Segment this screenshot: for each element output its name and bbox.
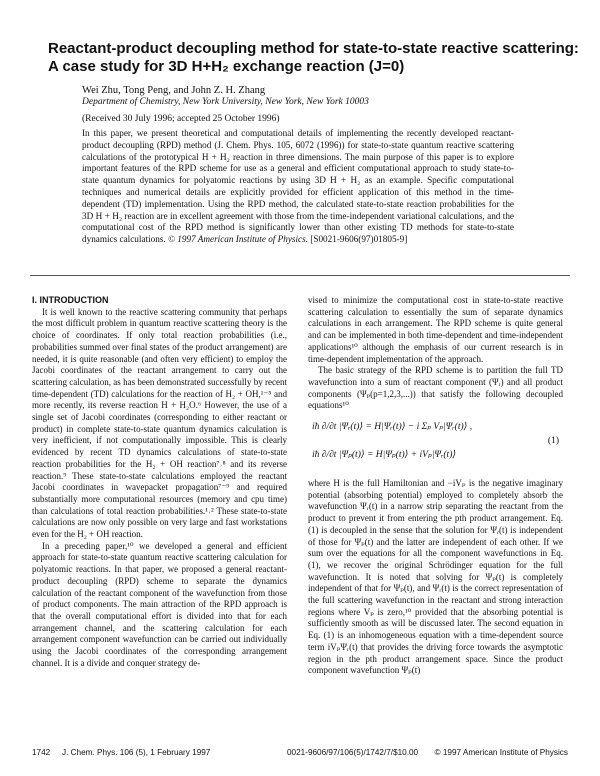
section-heading: I. INTRODUCTION xyxy=(32,295,109,305)
equation-1 xyxy=(308,416,563,472)
equation-number: (1) xyxy=(547,436,559,447)
abstract-copyright: © 1997 American Institute of Physics. xyxy=(167,234,308,245)
abstract-code: [S0021-9606(97)01805-9] xyxy=(310,234,408,245)
abstract xyxy=(82,128,514,246)
paper-title xyxy=(48,40,579,76)
received-dates: (Received 30 July 1996; accepted 25 October 1996) xyxy=(82,114,280,124)
abstract-text: In this paper, we present theoretical and computational details of implementing the recently developed reactant-product decoupling (RPD) method (J. Chem. Phys. 105, 6072 (1996)) for state-to-state quantum reactive scattering calculations of the prototypical H + H₂ reaction in three dimensions. The main purpose of this paper is to explore important features of the RPD scheme for use as a general and efficient computational approach to study state-to-state quantum dynamics for polyatomic reactions by using 3D H + H₂ as an example. Specific computational techniques and numerical details are explicitly provided for efficient application of this method in the time-dependent (TD) implementation. Using the RPD method, the calculated state-to-state reaction probabilities for the 3D H + H₂ reaction are in excellent agreement with those from the time-independent variational calculations, and the computational cost of the RPD method is significantly lower than other existing TD methods for state-to-state dynamics calculations. xyxy=(82,128,514,245)
intro-paragraph-4: The basic strategy of the RPD scheme is to partition the full TD wavefunction into a sum of reactant component (Ψᵣ) and all product components (Ψₚ(p=1,2,3,...)) that satisfy the following decoupled equations¹⁰ xyxy=(308,365,563,411)
left-column xyxy=(32,295,287,670)
intro-paragraph-3: vised to minimize the computational cost in state-to-state reactive scattering calculation to essentially the sum of separate dynamics calculations in each arrangement. The RPD scheme is quite general and can be implemented in both time-dependent and time-independent applications¹⁰ although the emphasis of our current research is in time-dependent implementation of the approach. xyxy=(308,295,563,364)
right-column xyxy=(308,295,563,677)
journal-citation: J. Chem. Phys. 106 (5), 1 February 1997 xyxy=(62,748,211,757)
intro-paragraph-5: where H is the full Hamiltonian and −iVₚ is the negative imaginary potential (absorbing potential) employed to completely absorb the wavefunction Ψᵣ(t) in a narrow strip separating the reactant from the product to prevent it from entering the pth product arrangement. Eq. (1) is decoupled in the sense that the solution for Ψᵣ(t) is independent of those for Ψₚ(t) and the latter are independent of each other. If we sum over the equations for all the component wavefunctions in Eq. (1), we recover the original Schrödinger equation for the full wavefunction. It is noted that solving for Ψₚ(t) is completely independent of that for Ψₚ(t), and Ψᵣ(t) is the correct representation of the full scattering wavefunction in the reactant and strong interaction regions where Vₚ is zero,¹⁰ provided that the absorbing potential is sufficiently smooth as will be discussed later. The second equation in Eq. (1) is an inhomogeneous equation with a time-dependent source term iVₚΨᵣ(t) that provides the driving force towards the asymptotic region in the pth product arrangement space. Since the product component wavefunction Ψₚ(t) xyxy=(308,478,563,676)
paper-title-line2: A case study for 3D H+H₂ exchange reaction (J=0) xyxy=(48,58,405,75)
page-footer xyxy=(32,748,568,760)
equation-1-line2: iħ ∂/∂t |Ψₚ(t)⟩ = H|Ψₚ(t)⟩ + iVₚ|Ψᵣ(t)⟩ xyxy=(312,450,457,461)
abstract-divider xyxy=(30,275,570,276)
footer-copyright: © 1997 American Institute of Physics xyxy=(434,748,568,757)
affiliation: Department of Chemistry, New York University, New York, New York 10003 xyxy=(82,97,369,107)
equation-1-line1: iħ ∂/∂t |Ψᵣ(t)⟩ = H|Ψᵣ(t)⟩ − i Σₚ Vₚ|Ψᵣ(t)⟩ , xyxy=(312,422,473,433)
intro-paragraph-1: It is well known to the reactive scattering community that perhaps the most difficult problem in quantum reactive scattering theory is the choice of coordinates. If only total reaction probabilities (i.e., probabilities summed over final states of the product arrangement) are needed, it is quite reasonable (and often very efficient) to employ the Jacobi coordinates of the reactant arrangement to carry out the scattering calculation, as has been demonstrated successfully by recent time-dependent (TD) calculations for the reaction of H₂ + OH,¹⁻⁵ and more recently, its reverse reaction H + H₂O.⁶ However, the use of a single set of Jacobi coordinates (corresponding to either reactant or product) in complete state-to-state quantum dynamics calculation is very inefficient, if not computationally impossible. This is clearly evidenced by recent TD dynamics calculations of state-to-state reaction probabilities for the H₂ + OH reaction⁷˒⁸ and its reverse reaction.⁹ These state-to-state calculations employed the reactant Jacobi coordinates in wavepacket propagation⁷⁻⁹ and required substantially more computational resources (memory and cpu time) than calculations of total reaction probabilities.¹˒² These state-to-state calculations are now only possible on very large and fast workstations even for the H₂ + OH reaction. xyxy=(32,306,287,540)
article-code: 0021-9606/97/106(5)/1742/7/$10.00 xyxy=(287,748,419,757)
paper-title-line1: Reactant-product decoupling method for state-to-state reactive scattering: xyxy=(48,40,579,57)
page-number: 1742 xyxy=(32,748,51,757)
intro-paragraph-2: In a preceding paper,¹⁰ we developed a general and efficient approach for state-to-state quantum reactive scattering calculation for polyatomic reactions. In that paper, we proposed a general reactant-product decoupling (RPD) scheme to separate the dynamics calculation of the reactant component of the wavefunction from those of product components. The main attraction of the RPD approach is that the overall computational effort is divided into that for each arrangement channel, and the scattering calculation for each arrangement component wavefunction can be carried out individually using the Jacobi coordinates of the corresponding arrangement channel. It is a divide and conquer strategy de- xyxy=(32,540,287,668)
author-list: Wei Zhu, Tong Peng, and John Z. H. Zhang xyxy=(82,85,266,96)
